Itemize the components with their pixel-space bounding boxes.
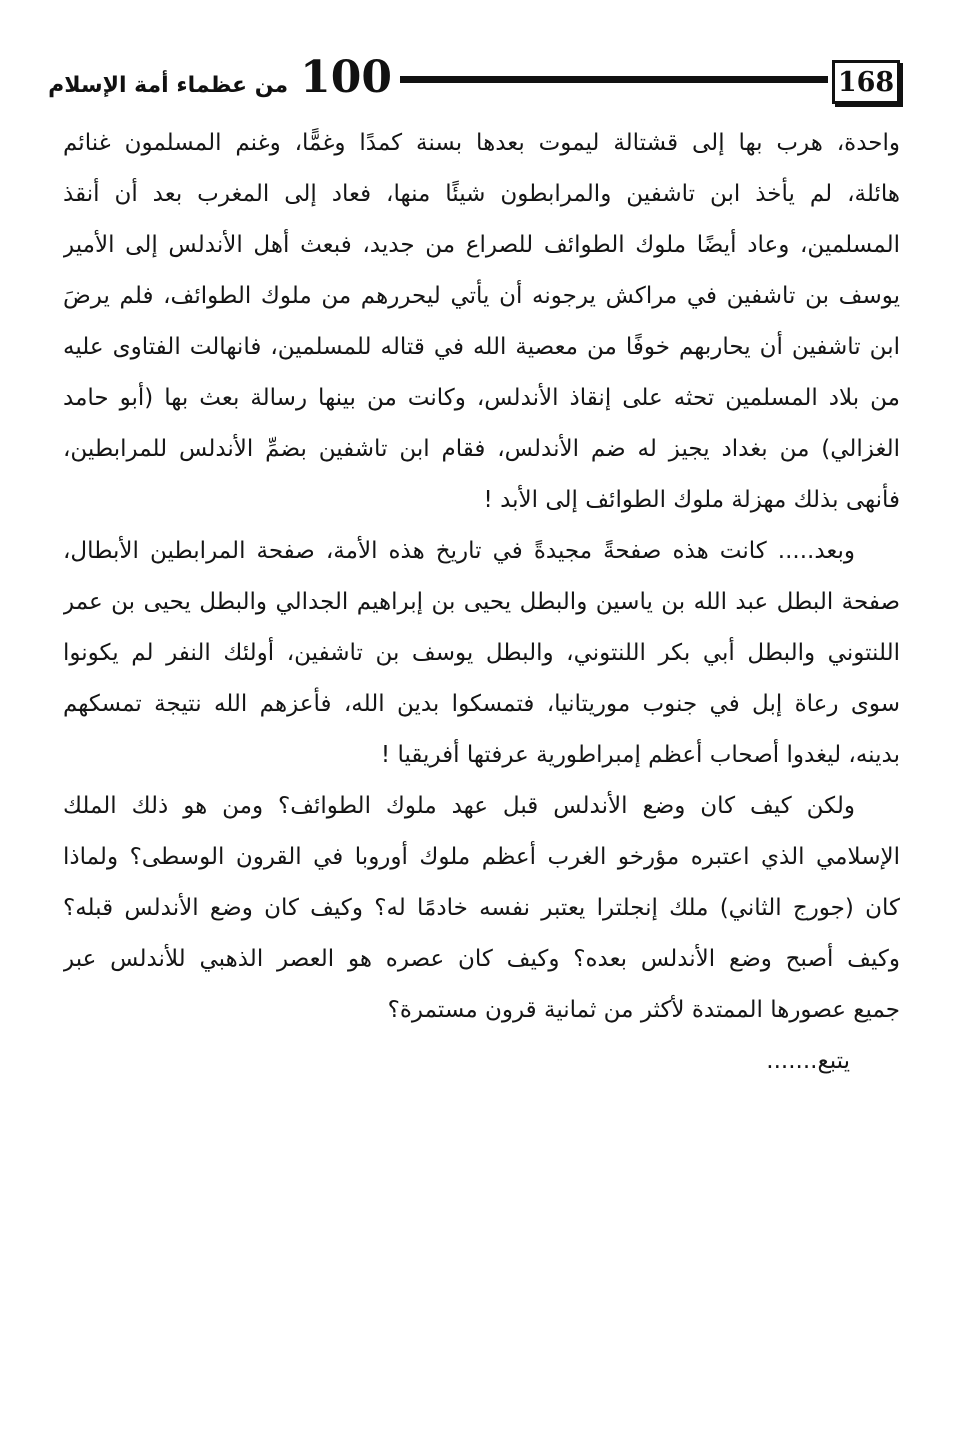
paragraph bbox=[63, 781, 900, 1036]
running-header-title bbox=[48, 52, 392, 113]
text-line: الغزالي) من بغداد يجيز له ضم الأندلس، فقام ابن تاشفين بضمِّ الأندلس للمرابطين، bbox=[63, 436, 900, 462]
title-number: 100 bbox=[300, 52, 392, 103]
text-line: صفحة البطل عبد الله بن ياسين والبطل يحيى بن إبراهيم الجدالي والبطل يحيى بن عمر bbox=[63, 589, 900, 615]
text-line: فأنهى بذلك مهزلة ملوك الطوائف إلى الأبد ! bbox=[483, 487, 900, 513]
text-line: واحدة، هرب بها إلى قشتالة ليموت بعدها بسنة كمدًا وغمًّا، وغنم المسلمون غنائم bbox=[63, 130, 900, 156]
paragraph bbox=[63, 526, 900, 781]
header-rule bbox=[400, 76, 828, 83]
text-line: يوسف بن تاشفين في مراكش يرجونه أن يأتي ليحررهم من ملوك الطوائف، فلم يرضَ bbox=[63, 283, 900, 309]
body-text bbox=[63, 118, 900, 1087]
text-line: بدينه، ليغدوا أصحاب أعظم إمبراطورية عرفتها أفريقيا ! bbox=[380, 742, 900, 768]
text-line: ولكن كيف كان وضع الأندلس قبل عهد ملوك الطوائف؟ ومن هو ذلك الملك bbox=[63, 793, 855, 819]
paragraph bbox=[63, 118, 900, 526]
text-line: كان (جورج الثاني) ملك إنجلترا يعتبر نفسه خادمًا له؟ وكيف كان وضع الأندلس قبله؟ bbox=[63, 895, 900, 921]
text-line: ابن تاشفين أن يحاربهم خوفًا من معصية الله في قتاله للمسلمين، فانهالت الفتاوى عليه bbox=[63, 334, 900, 360]
text-line: سوى رعاة إبل في جنوب موريتانيا، فتمسكوا بدين الله، فأعزهم الله نتيجة تمسكهم bbox=[63, 691, 900, 717]
text-line: من بلاد المسلمين تحثه على إنقاذ الأندلس، وكانت من بينها رسالة بعث بها (أبو حامد bbox=[63, 385, 900, 411]
text-line: جميع عصورها الممتدة لأكثر من ثمانية قرون مستمرة؟ bbox=[387, 997, 900, 1023]
page-number: 168 bbox=[837, 66, 895, 98]
text-line: الإسلامي الذي اعتبره مؤرخو الغرب أعظم ملوك أوروبا في القرون الوسطى؟ ولماذا bbox=[63, 844, 900, 870]
page-number-box bbox=[832, 60, 900, 104]
text-line: هائلة، لم يأخذ ابن تاشفين والمرابطون شيئًا منها، فعاد إلى المغرب بعد أن أنقذ bbox=[63, 181, 900, 207]
text-line: المسلمين، وعاد أيضًا ملوك الطوائف للصراع من جديد، فبعث أهل الأندلس إلى الأمير bbox=[63, 232, 900, 258]
continuation-note: يتبع....... bbox=[766, 1048, 850, 1074]
text-line: وبعد..... كانت هذه صفحةً مجيدةً في تاريخ هذه الأمة، صفحة المرابطين الأبطال، bbox=[63, 538, 855, 564]
title-text: من عظماء أمة الإسلام bbox=[48, 73, 289, 98]
text-line: وكيف أصبح وضع الأندلس بعده؟ وكيف كان عصره هو العصر الذهبي للأندلس عبر bbox=[63, 946, 900, 972]
text-line: اللنتوني والبطل أبي بكر اللنتوني، والبطل يوسف بن تاشفين، أولئك النفر لم يكونوا bbox=[63, 640, 900, 666]
